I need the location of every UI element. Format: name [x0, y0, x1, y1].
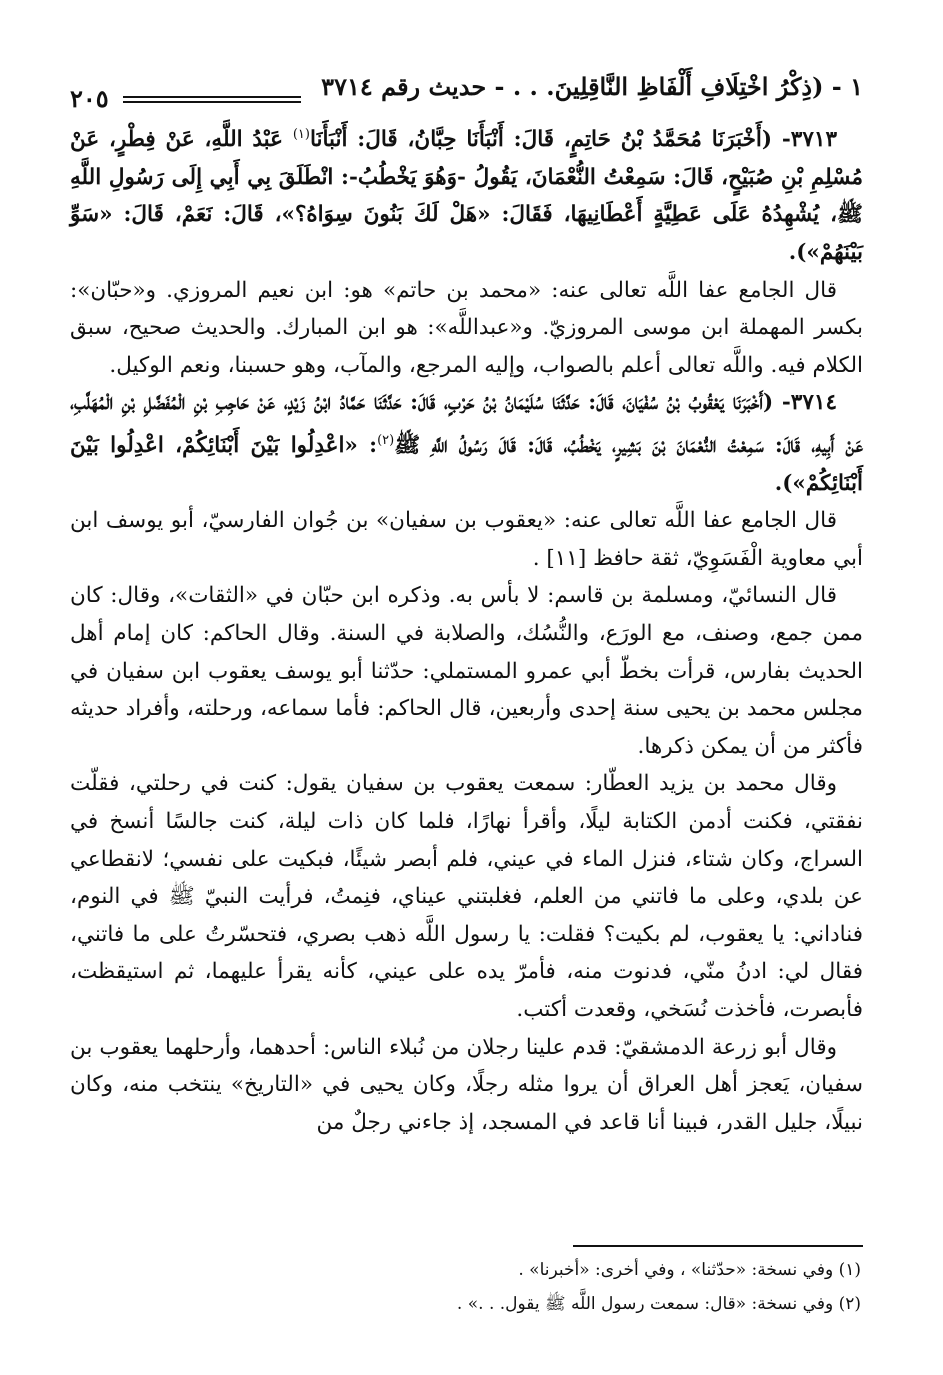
page [70, 62, 863, 1141]
header-rule [123, 70, 302, 103]
hadith-text: ٣٧١٤- (أَخْبَرَنَا يَعْقُوبُ بْنُ سُفْيَانَ، قَالَ: حَدَّثَنَا سُلَيْمَانُ بْنُ حَرْبٍ، قَالَ: حَدَّثَنَا حَمَّادُ ابْنُ زَيْدٍ، عَنْ حَاجِبِ بْنِ الْمُفَضَّلِ بْنِ الْمُهَلَّبِ، عَنْ أَبِيهِ، قَالَ: سَمِعْتُ النُّعْمَانَ بْنَ بَشِيرٍ، يَخْطُبُ، قَالَ: قَالَ رَسُولُ اللَّهِ ﷺ [70, 390, 863, 459]
footnote-ref-1: (١) [292, 127, 310, 142]
footnotes [70, 1245, 863, 1321]
commentary-paragraph [70, 502, 863, 577]
footnote-2: (٢) وفي نسخة: «قال: سمعت رسول اللَّه ﷺ يقول. . .» . [456, 1294, 861, 1314]
header-title: ١ - (ذِكْرُ اخْتِلَافِ أَلْفَاظِ النَّاقِلِينَ. . . - حديث رقم ٣٧١٤ [321, 71, 863, 101]
footnote-ref-2: (٢) [377, 432, 395, 448]
commentary-paragraph [70, 765, 863, 1028]
commentary-paragraph [70, 577, 863, 765]
commentary-paragraph [70, 272, 863, 385]
commentary-text: قال النسائيّ، ومسلمة بن قاسم: لا بأس به. وذكره ابن حبّان في «الثقات»، وقال: كان ممن جمع، وصنف، مع الورَع، والنُّسُك، والصلابة في السنة. وقال الحاكم: كان إمام أهل الحديث بفارس، قرأت بخطّ أبي عمرو المستملي: حدّثنا أبو يوسف يعقوب ابن سفيان في مجلس محمد بن يحيى سنة إحدى وأربعين، قال الحاكم: فأما سماعه، ورحلته، وأفراد حديثه فأكثر من أن يمكن ذكرها. [70, 583, 863, 759]
commentary-paragraph [70, 1029, 863, 1142]
hadith-3714 [70, 384, 863, 502]
footnote-1: (١) وفي نسخة: «حدّثنا» ، وفي أخرى: «أخبرنا» . [518, 1260, 861, 1280]
running-header [70, 62, 863, 113]
commentary-text: وقال أبو زرعة الدمشقيّ: قدم علينا رجلان من نُبلاء الناس: أحدهما، وأرحلهما يعقوب بن سفيان، يَعجز أهل العراق أن يروا مثله رجلًا، وكان يحيى في «التاريخ» ينتخب منه، وكان نبيلًا، جليل القدر، فبينا أنا قاعد في المسجد، إذ جاءني رجلٌ من [70, 1034, 863, 1135]
hadith-3713 [70, 116, 863, 272]
hadith-text: : «اعْدِلُوا بَيْنَ أَبْنَائِكُمْ، اعْدِلُوا بَيْنَ أَبْنَائِكُمْ»). [70, 433, 863, 496]
hadith-text: عَبْدُ اللَّهِ، عَنْ فِطْرٍ، عَنْ مُسْلِمِ بْنِ صُبَيْحٍ، قَالَ: سَمِعْتُ النُّعْمَانَ، يَقُولُ -وَهُوَ يَخْطُبُ-: انْطَلَقَ بِي أَبِي إِلَى رَسُولِ اللَّهِ ﷺ، يُشْهِدُهُ عَلَى عَطِيَّةٍ أَعْطَانِيهَا، فَقَالَ: «هَلْ لَكَ بَنُونَ سِوَاهُ؟»، قَالَ: نَعَمْ، قَالَ: «سَوِّ بَيْنَهُمْ»). [70, 127, 863, 265]
body-text [70, 116, 863, 1141]
commentary-text: قال الجامع عفا اللَّه تعالى عنه: «محمد بن حاتم» هو: ابن نعيم المروزي. و«حبّان»: بكسر المهملة ابن موسى المروزيّ. و«عبداللَّه»: هو ابن المبارك. والحديث صحيح، سبق الكلام فيه. واللَّه تعالى أعلم بالصواب، وإليه المرجع، والمآب، وهو حسبنا، ونعم الوكيل. [70, 277, 863, 378]
commentary-text: وقال محمد بن يزيد العطّار: سمعت يعقوب بن سفيان يقول: كنت في رحلتي، فقلّت نفقتي، فكنت أدمن الكتابة ليلًا، وأقرأ نهارًا، فلما كان ذات ليلة، كنت جالسًا أنسخ في السراج، وكان شتاء، فنزل الماء في عيني، فلم أبصر شيئًا، فبكيت على نفسي؛ لانقطاعي عن بلدي، وعلى ما فاتني من العلم، فغلبتني عيناي، فنِمتُ، فرأيت النبيّ ﷺ في النوم، فناداني: يا يعقوب، لم بكيت؟ فقلت: يا رسول اللَّه ذهب بصري، فتحسّرتُ على ما فاتني، فقال لي: ادنُ منّي، فدنوت منه، فأمرّ يده على عيني، كأنه يقرأ عليهما، ثم استيقظت، فأبصرت، فأخذت نُسَخي، وقعدت أكتب. [70, 771, 863, 1022]
hadith-text: ٣٧١٣- (أَخْبَرَنَا مُحَمَّدُ بْنُ حَاتِمٍ، قَالَ: أَنْبَأَنَا حِبَّانُ، قَالَ: أَنْبَأَنَا [309, 127, 837, 153]
footnote-rule [573, 1245, 863, 1247]
commentary-text: قال الجامع عفا اللَّه تعالى عنه: «يعقوب بن سفيان» بن جُوان الفارسيّ، أبو يوسف ابن أبي معاوية الْفَسَوِيّ، ثقة حافظ [١١] . [70, 508, 863, 571]
page-number: ٢٠٥ [70, 83, 109, 113]
